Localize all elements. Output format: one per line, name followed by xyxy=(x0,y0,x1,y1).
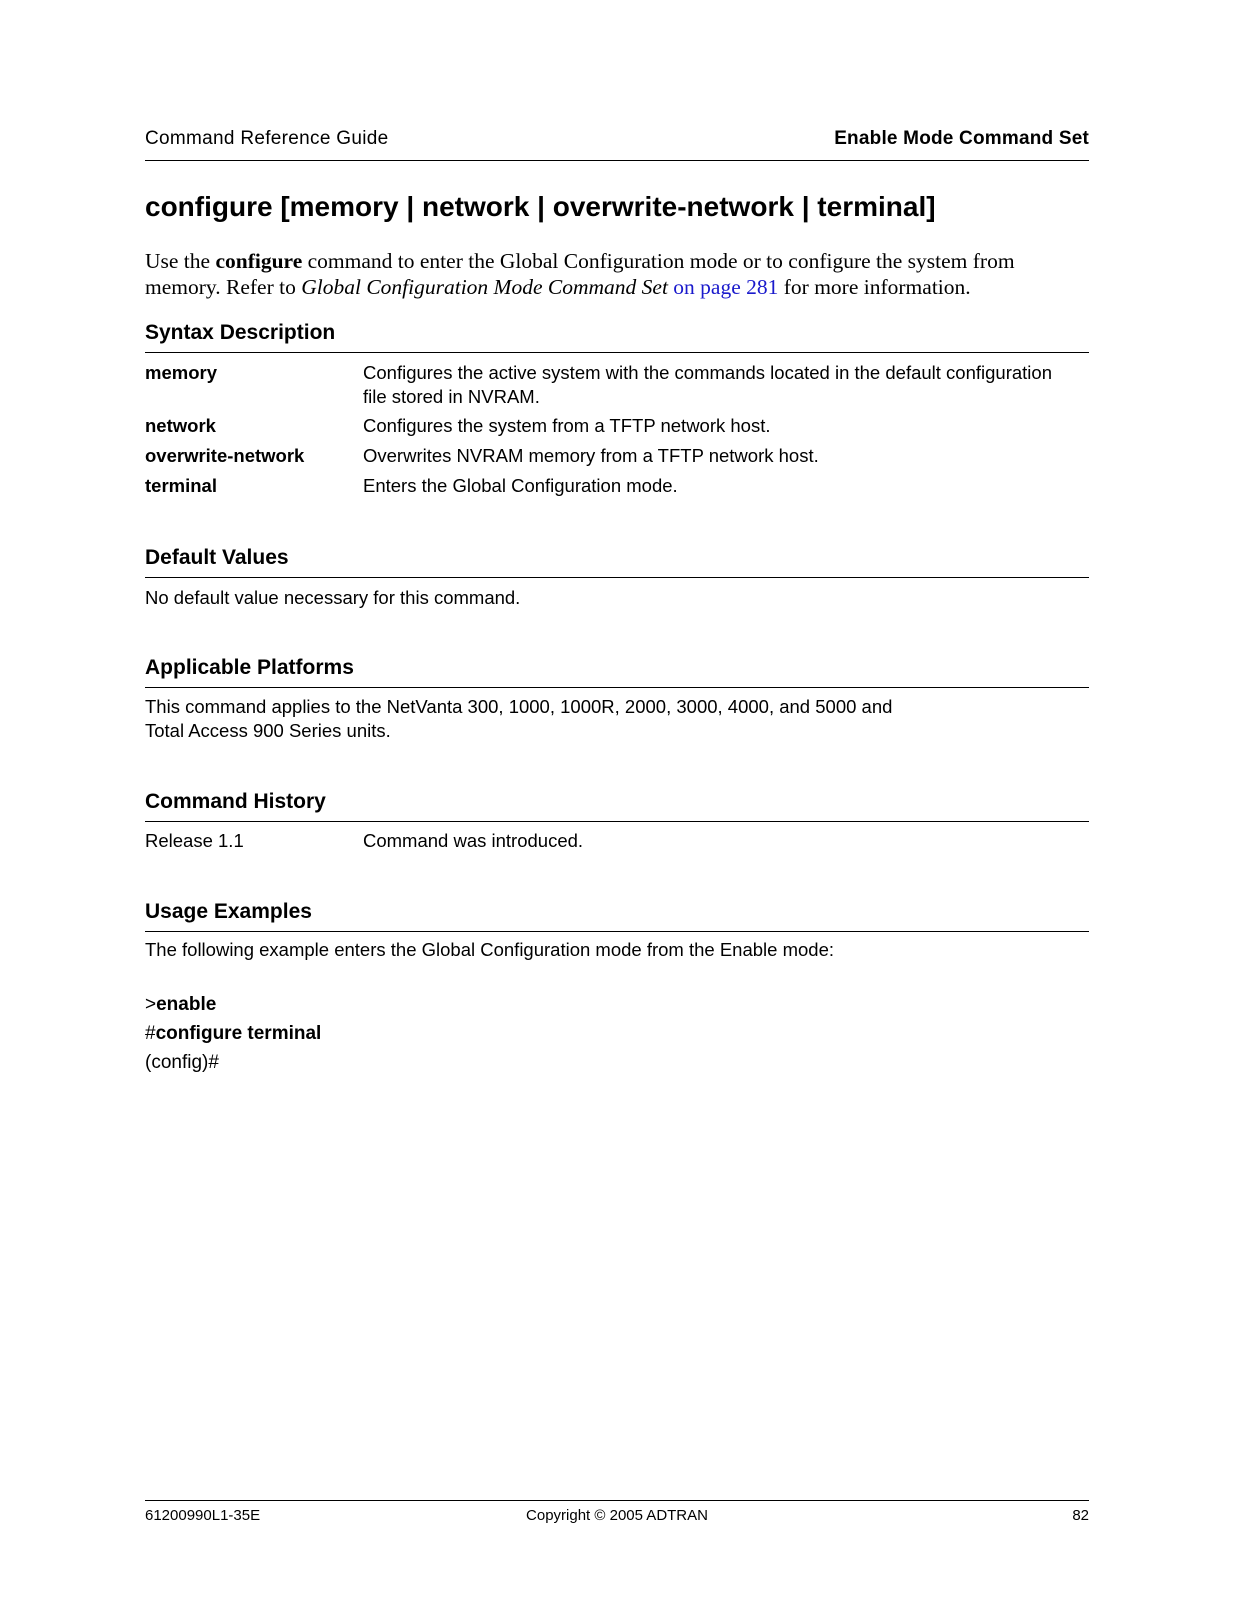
platforms-text xyxy=(145,695,1089,743)
syntax-heading: Syntax Description xyxy=(145,321,1089,353)
cli-prompt: > xyxy=(145,994,157,1015)
intro-text-1: Use the xyxy=(145,249,216,273)
page-header xyxy=(145,126,1089,161)
cli-prompt: (config)# xyxy=(145,1052,219,1073)
cli-line xyxy=(145,1019,321,1048)
usage-text: The following example enters the Global Configuration mode from the Enable mode: xyxy=(145,939,834,960)
cli-line xyxy=(145,1048,321,1077)
platforms-heading: Applicable Platforms xyxy=(145,656,1089,688)
page-link[interactable]: on page 281 xyxy=(667,275,779,299)
intro-reference: Global Configuration Mode Command Set xyxy=(301,275,668,299)
intro-text-3: for more information. xyxy=(778,275,971,299)
header-guide-title: Command Reference Guide xyxy=(145,128,389,149)
footer-doc-number: 61200990L1-35E xyxy=(145,1507,261,1524)
syntax-term: network xyxy=(145,415,216,436)
syntax-desc: Configures the active system with the commands located in the default configuration file stored in NVRAM. xyxy=(363,362,1052,407)
document-page xyxy=(145,0,1089,1600)
cli-command: configure terminal xyxy=(155,1023,322,1044)
footer-copyright: Copyright © 2005 ADTRAN xyxy=(526,1507,708,1524)
intro-text-2: command to enter the Global Configuration mode or to configure the system from memory. Refer to xyxy=(145,249,1015,299)
history-desc: Command was introduced. xyxy=(363,830,584,851)
syntax-row xyxy=(145,361,1089,409)
defaults-heading: Default Values xyxy=(145,546,1089,578)
syntax-desc: Enters the Global Configuration mode. xyxy=(363,475,678,496)
usage-heading: Usage Examples xyxy=(145,900,1089,932)
header-section-title: Enable Mode Command Set xyxy=(834,128,1089,149)
cli-prompt: # xyxy=(145,1023,156,1044)
syntax-desc: Overwrites NVRAM memory from a TFTP network host. xyxy=(363,445,819,466)
syntax-term: overwrite-network xyxy=(145,445,305,466)
history-heading: Command History xyxy=(145,790,1089,822)
platforms-line: Total Access 900 Series units. xyxy=(145,720,391,741)
cli-command: enable xyxy=(156,994,217,1015)
syntax-term: terminal xyxy=(145,475,217,496)
cli-line xyxy=(145,990,321,1019)
intro-paragraph xyxy=(145,248,1089,300)
defaults-text: No default value necessary for this command. xyxy=(145,587,521,608)
platforms-line: This command applies to the NetVanta 300, 1000, 1000R, 2000, 3000, 4000, and 5000 and xyxy=(145,696,893,717)
command-title: configure [memory | network | overwrite-network | terminal] xyxy=(145,191,936,222)
syntax-term: memory xyxy=(145,362,217,383)
footer-page-number: 82 xyxy=(1072,1507,1089,1524)
page-footer xyxy=(145,1500,1089,1524)
syntax-desc: Configures the system from a TFTP network host. xyxy=(363,415,771,436)
cli-example xyxy=(145,990,321,1077)
history-release: Release 1.1 xyxy=(145,830,244,851)
intro-keyword: configure xyxy=(215,249,303,273)
